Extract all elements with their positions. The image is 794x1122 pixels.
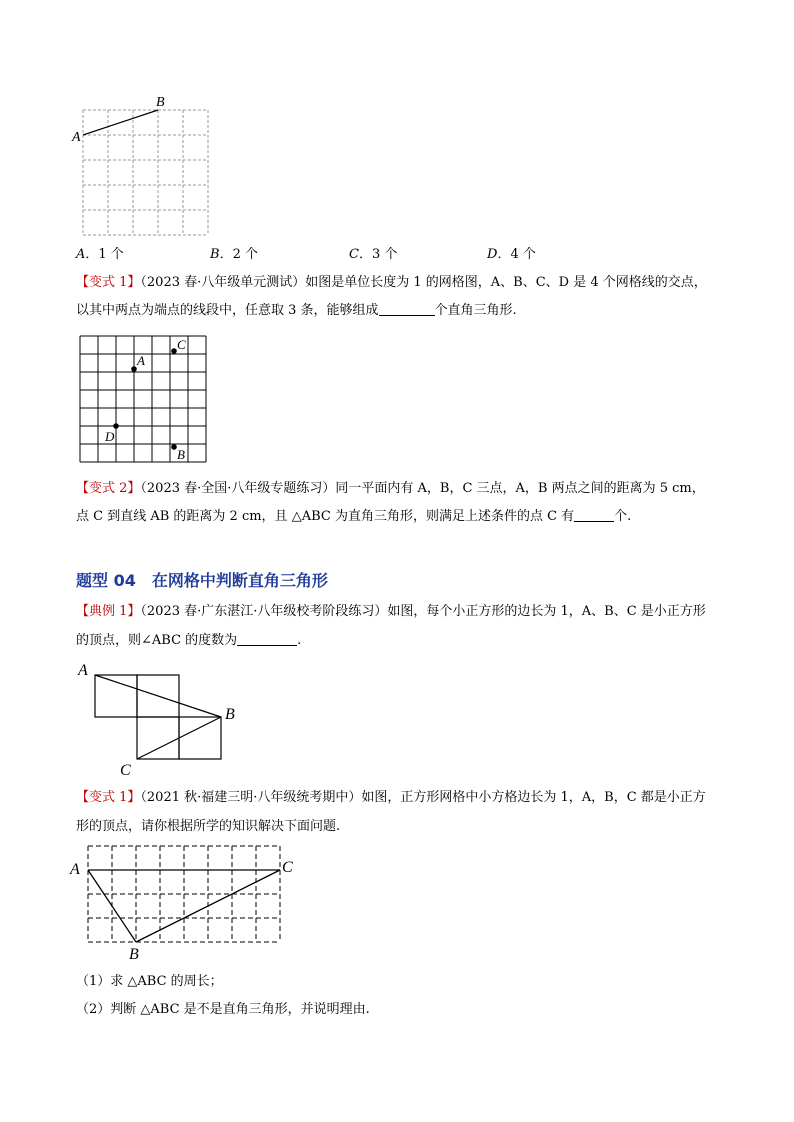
label-c: C (177, 337, 186, 352)
example1-line1: 【典例 1】（2023 春·广东湛江·八年级校考阶段练习）如图，每个小正方形的边长为 1，A、B、C 是小正方形 (76, 604, 706, 619)
example1-line2: 的顶点，则∠ABC 的度数为 . (76, 633, 302, 648)
variant2-line1: 【变式 2】（2023 春·全国·八年级专题练习）同一平面内有 A，B，C 三点，A，B 两点之间的距离为 5 cm， (76, 481, 705, 496)
label-a: A (72, 130, 81, 145)
question-1: （1）求 △ABC 的周长； (76, 974, 223, 989)
answer-blank (379, 301, 435, 316)
label-d: D (105, 429, 115, 444)
variant3-line1: 【变式 1】（2021 秋·福建三明·八年级统考期中）如图，正方形网格中小方格边长为 1，A，B，C 都是小正方 (76, 790, 706, 805)
point-a (131, 366, 137, 372)
label-a: A (70, 861, 80, 878)
variant2-line2: 点 C 到直线 AB 的距离为 2 cm，且 △ABC 为直角三角形，则满足上述条件的点 C 有 个. (76, 509, 632, 524)
point-c (171, 348, 177, 354)
point-b (171, 444, 177, 450)
figure-angle-abc (70, 658, 250, 780)
option-d: D．4 个 (487, 247, 536, 262)
option-b: B．2 个 (210, 247, 258, 262)
section-title: 题型 04 在网格中判断直角三角形 (76, 571, 328, 590)
answer-blank (574, 507, 614, 522)
option-a: A．1 个 (76, 247, 124, 262)
segment-ab (83, 110, 158, 135)
variant3-line2: 形的顶点，请你根据所学的知识解决下面问题. (76, 819, 341, 834)
variant-tag: 【变式 2】 (76, 481, 141, 496)
answer-blank (237, 631, 297, 646)
variant-tag: 【变式 1】 (76, 790, 141, 805)
variant-tag: 【变式 1】 (76, 275, 141, 290)
figure-triangle-abc (66, 838, 306, 960)
variant1-line1: 【变式 1】（2023 春·八年级单元测试）如图是单位长度为 1 的网格图，A、B、C、D 是 4 个网格线的交点， (76, 275, 707, 290)
label-c: C (120, 762, 131, 779)
figure-points-grid (70, 328, 220, 470)
segment-ab (95, 675, 221, 717)
label-b: B (225, 706, 235, 723)
label-a: A (137, 353, 145, 368)
option-c: C．3 个 (349, 247, 398, 262)
label-c: C (282, 859, 293, 876)
example-tag: 【典例 1】 (76, 604, 141, 619)
label-b: B (129, 946, 139, 960)
label-b: B (177, 447, 185, 462)
figure-segment-ab-grid (70, 92, 220, 242)
variant1-line2: 以其中两点为端点的线段中，任意取 3 条，能够组成 个直角三角形. (76, 303, 517, 318)
point-d (113, 423, 119, 429)
label-b: B (156, 95, 165, 110)
label-a: A (78, 662, 88, 679)
question-2: （2）判断 △ABC 是不是直角三角形，并说明理由. (76, 1002, 370, 1017)
